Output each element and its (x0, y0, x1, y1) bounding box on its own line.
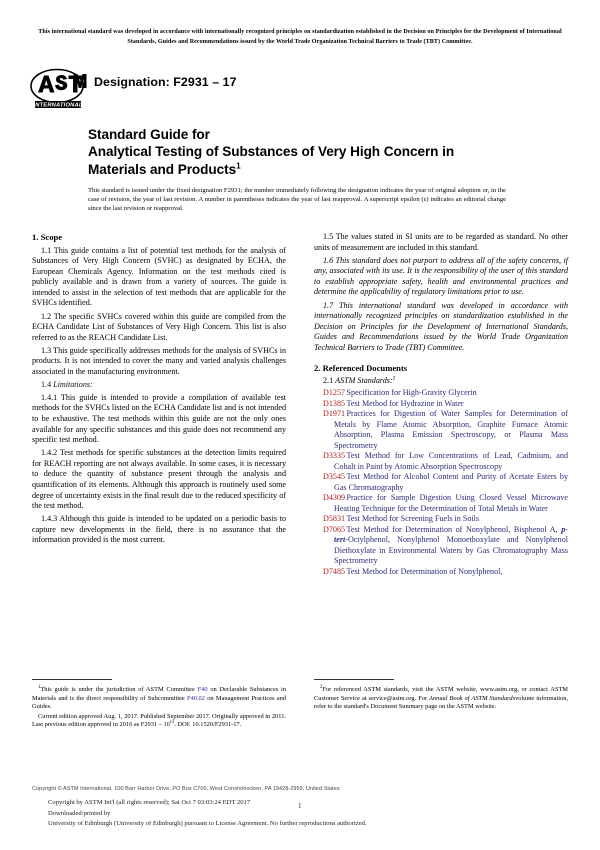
footnote-right-part2: volume information, refer to the standard's Document Summary page on the ASTM website. (314, 694, 568, 711)
paragraph-1-4-3: 1.4.3 Although this guide is intended to be updated on a periodic basis to capture new developments in the field, there is no assurance that the information provided is the most current. (32, 514, 286, 545)
reference-title[interactable]: Practice for Sample Digestion Using Closed Vessel Microwave Heating Technique for the Determination of Total Metals in Water (334, 493, 568, 513)
reference-title[interactable]: Test Method for Alcohol Content and Purity of Acetate Esters by Gas Chromatography (334, 472, 568, 492)
title-line-3: Materials and Products (88, 161, 237, 177)
reference-title[interactable]: Practices for Digestion of Water Samples for Determination of Metals by Flame Atomic Absorption, Graphite Furnace Atomic Absorption, Plasma Emission Spectroscopy, or Plasma Mass Spectrometry (334, 409, 568, 450)
reference-designation[interactable]: D1385 (323, 398, 346, 408)
title-block (88, 126, 508, 178)
page-title (88, 126, 508, 178)
list-item[interactable] (323, 409, 568, 451)
license-line-1: Copyright by ASTM Int'l (all rights reserved); Sat Oct 7 03:03:24 EDT 2017 (48, 799, 251, 806)
footnote-astm-standards (314, 686, 568, 712)
subheading-limitations (32, 380, 286, 391)
footnote-text-part3: on Management Practices and Guides. (32, 694, 286, 711)
referenced-documents-list (314, 388, 568, 577)
license-line-3: University of Edinburgh (University of Edinburgh) pursuant to License Agreement. No further reproductions authorized. (48, 820, 367, 828)
footnote-marker-1: 1 (38, 684, 41, 690)
left-column (32, 232, 286, 549)
current-edition-doi: . DOI: 10.1520/F2931-17. (174, 721, 242, 729)
paragraph-1-1: 1.1 This guide contains a list of potential test methods for the analysis of Substances of Very High Concern (SVHC) as designated by ECHA, the European Chemicals Agency. Information on the test methods cited is publicly available and is drawn from a variety of sources. The guide is intended to assist in the selection of test methods that are applicable for the SVHCs identified. (32, 245, 286, 308)
reference-title[interactable]: Test Method for Determination of Nonylphenol, (346, 566, 503, 576)
astm-standards-footnote-marker: 2 (392, 375, 396, 382)
footnote-current-edition (32, 713, 286, 730)
paragraph-1-5: 1.5 The values stated in SI units are to be regarded as standard. No other units of measurement are included in this standard. (314, 232, 568, 252)
section-heading-referenced-documents: 2. Referenced Documents (314, 362, 408, 373)
footnote-right (314, 686, 568, 713)
annual-book-title: Annual Book of ASTM Standards (429, 694, 516, 702)
reference-designation[interactable]: D3335 (323, 451, 346, 461)
reference-designation[interactable]: D7065 (323, 524, 346, 534)
header-row (26, 66, 566, 114)
reference-designation[interactable]: D1257 (323, 388, 346, 398)
reference-title[interactable]: Specification for High-Gravity Glycerin (346, 388, 477, 398)
footnote-jurisdiction (32, 686, 286, 712)
page-number: 1 (298, 802, 302, 810)
reference-designation[interactable]: D4309 (323, 493, 346, 503)
current-edition-superscript: ε1 (169, 720, 175, 726)
limitations-title: Limitations: (53, 380, 93, 390)
list-item[interactable] (323, 514, 568, 525)
copyright-line: Copyright © ASTM International, 100 Barr Harbor Drive, PO Box C700, West Conshohocken, PA 19428-2959, United States (32, 786, 340, 792)
tbt-banner: This international standard was developed in accordance with internationally recognized principles on standardization established in the Decision on Principles for the Development of International Standards, Guides and Recommendations issued by the World Trade Organization Technical Barriers to Trade (TBT) Committee. (38, 29, 562, 45)
right-column (314, 232, 568, 577)
reference-designation[interactable]: D5831 (323, 514, 346, 524)
reference-title[interactable]: Test Method for Screening Fuels in Soils (346, 514, 480, 524)
issue-note: This standard is issued under the fixed designation F2931; the number immediately following the designation indicates the year of original adoption or, in the case of revision, the year of last revision. A number in parentheses indicates the year of last reapproval. A superscript epsilon (ε) indicates an editorial change since the last revision or reapproval. (88, 187, 506, 213)
current-edition-text: Current edition approved Aug. 1, 2017. Published September 2017. Originally approved in 2011. Last previous edition approved in 2016 as F2931 – 16 (32, 712, 286, 729)
logo-subtext: INTERNATIONAL (33, 102, 83, 109)
license-line-2: Downloaded/printed by (48, 809, 111, 817)
title-line-2: Analytical Testing of Substances of Very High Concern in (88, 144, 455, 160)
list-item[interactable] (323, 399, 568, 410)
limitations-number: 1.4 (41, 380, 52, 390)
title-line-1: Standard Guide for (88, 127, 210, 142)
reference-title[interactable]: Test Method for Low Concentrations of Lead, Cadmium, and Cobalt in Paint by Atomic Absorption Spectroscopy (334, 451, 568, 471)
paragraph-1-7: 1.7 This international standard was developed in accordance with internationally recognized principles on standardization established in the Decision on Principles for the Development of International Standards, Guides and Recommendations issued by the World Trade Organization Technical Barriers to Trade (TBT) Committee. (314, 300, 568, 352)
astm-logo (26, 66, 90, 112)
footnote-left (32, 686, 286, 731)
footnote-text-part2: on Declarable Substances in Materials and is the direct responsibility of Subcommittee (32, 686, 287, 702)
footnote-marker-2: 2 (320, 684, 323, 690)
license-block (48, 798, 568, 830)
section-heading-scope: 1. Scope (32, 232, 63, 242)
title-footnote-marker: 1 (236, 161, 241, 171)
paragraph-1-6: 1.6 This standard does not purport to address all of the safety concerns, if any, associated with its use. It is the responsibility of the user of this standard to establish appropriate safety, health and environmental practices and determine the applicability of regulatory limitations prior to use. (314, 255, 568, 297)
footnote-rule-left (32, 679, 112, 680)
list-item[interactable] (323, 388, 568, 399)
reference-designation[interactable]: D3545 (323, 472, 346, 482)
list-item[interactable] (323, 567, 568, 578)
astm-standards-number: 2.1 (323, 376, 334, 386)
paragraph-1-4-1: 1.4.1 This guide is intended to provide a compilation of available test methods for the SVHCs listed on the ECHA Candidate list and is not intended to be exhaustive. The test methods within this guide are not the only ones available for any specific substances and this guide does not recommend any specific test method. (32, 392, 286, 445)
designation-label: Designation: F2931 – 17 (94, 75, 237, 89)
footnote-right-part1: For referenced ASTM standards, visit the ASTM website, www.astm.org, or contact ASTM Customer Service at service@astm.org. For (314, 686, 568, 702)
committee-link-f40[interactable]: F40 (197, 686, 208, 693)
reference-designation[interactable]: D7485 (323, 566, 346, 576)
reference-title[interactable]: Test Method for Hydrazine in Water (346, 398, 464, 408)
paragraph-1-3: 1.3 This guide specifically addresses methods for the analysis of SVHCs in products. It is not intended to cover the many and varied analysis challenges associated in the manufacturing environment. (32, 345, 286, 377)
reference-designation[interactable]: D1971 (323, 409, 346, 419)
footnote-rule-right (314, 679, 394, 680)
list-item[interactable] (323, 451, 568, 472)
paragraph-1-2: 1.2 The specific SVHCs covered within this guide are compiled from the ECHA Candidate List of Substances of Very High Concern. This list is also referred to as the REACH Candidate List. (32, 311, 286, 342)
list-item[interactable] (323, 493, 568, 514)
footnote-text-part1: This guide is under the jurisdiction of ASTM Committee (40, 686, 198, 693)
subcommittee-link-f4002[interactable]: F40.02 (187, 694, 205, 702)
list-item[interactable] (323, 525, 568, 567)
list-item[interactable] (323, 472, 568, 493)
astm-standards-label: ASTM Standards: (335, 376, 393, 386)
astm-standards-subheading (323, 376, 568, 387)
reference-title[interactable]: Test Method for Determination of Nonylphenol, Bisphenol A, p-tert-Octylphenol, Nonylphenol Monoethoxylate and Nonylphenol Diethoxylate in Environmental Waters by Gas Chromatography Mass Spectrometry (334, 524, 568, 566)
paragraph-1-4-2: 1.4.2 Test methods for specific substances at the detection limits required for REACH reporting are not always available. In some cases, it is necessary to deduce the quantity of substance present through the analysis and quantification of its elements. Although this approach is routinely used some degree of uncertainty exists in the final result due to the reduced specificity of the test method. (32, 448, 286, 511)
